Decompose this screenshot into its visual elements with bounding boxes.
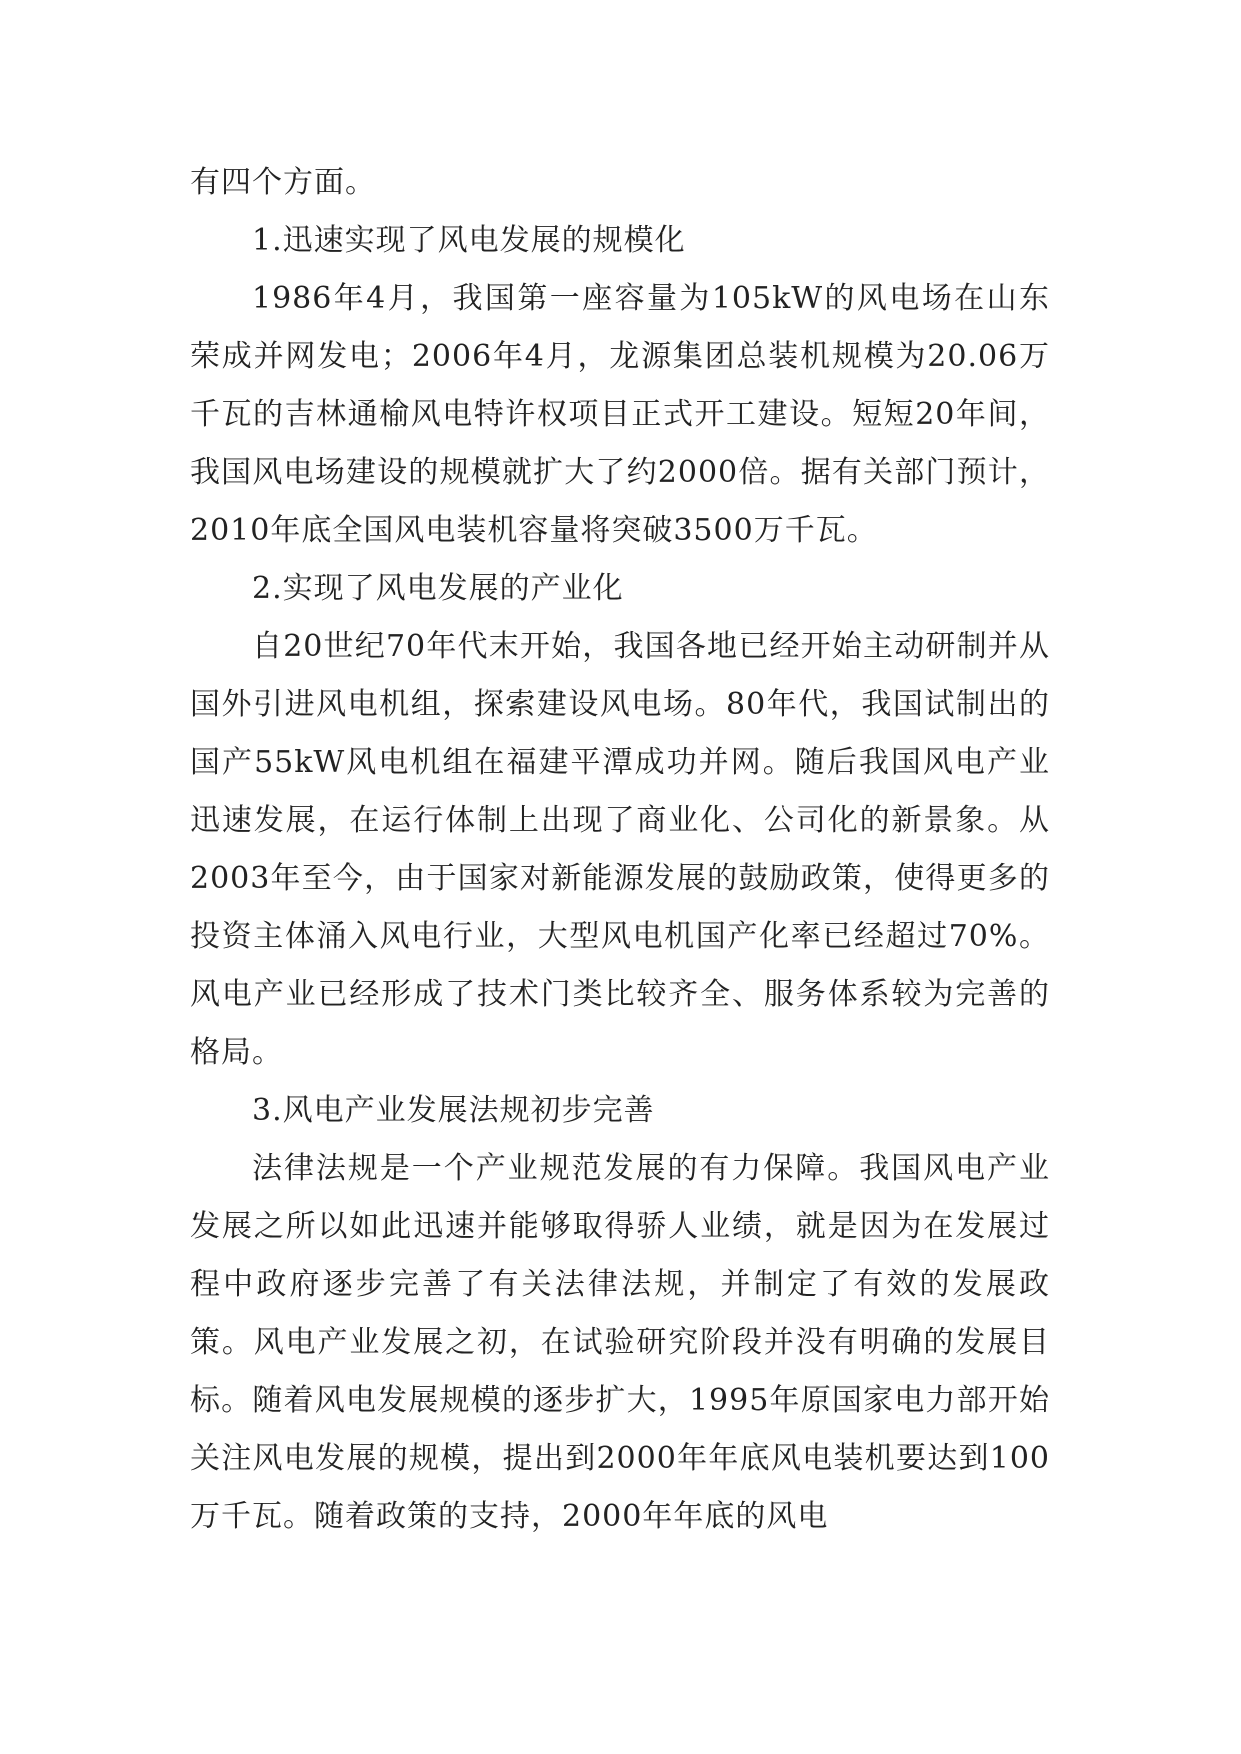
paragraph-intro-tail: 有四个方面。 [190,165,376,200]
section-heading-2: 2.实现了风电发展的产业化 [252,571,624,606]
section-heading-3: 3.风电产业发展法规初步完善 [252,1093,655,1128]
paragraph-industrialization: 自20世纪70年代末开始，我国各地已经开始主动研制并从国外引进风电机组，探索建设风电场。80年代，我国试制出的国产55kW风电机组在福建平潭成功并网。随后我国风电产业迅速发展，在运行体制上出现了商业化、公司化的新景象。从2003年至今，由于国家对新能源发展的鼓励政策，使得更多的投资主体涌入风电行业，大型风电机国产化率已经超过70%。风电产业已经形成了技术门类比较齐全、服务体系较为完善的格局。 [190,629,1050,1070]
paragraph-regulations: 法律法规是一个产业规范发展的有力保障。我国风电产业发展之所以如此迅速并能够取得骄人业绩，就是因为在发展过程中政府逐步完善了有关法律法规，并制定了有效的发展政策。风电产业发展之初，在试验研究阶段并没有明确的发展目标。随着风电发展规模的逐步扩大，1995年原国家电力部开始关注风电发展的规模，提出到2000年年底风电装机要达到100万千瓦。随着政策的支持，2000年年底的风电 [190,1151,1050,1534]
document-body [190,154,1050,1546]
paragraph-scale: 1986年4月，我国第一座容量为105kW的风电场在山东荣成并网发电；2006年4月，龙源集团总装机规模为20.06万千瓦的吉林通榆风电特许权项目正式开工建设。短短20年间，我国风电场建设的规模就扩大了约2000倍。据有关部门预计，2010年底全国风电装机容量将突破3500万千瓦。 [190,281,1050,548]
section-heading-1: 1.迅速实现了风电发展的规模化 [252,223,686,258]
